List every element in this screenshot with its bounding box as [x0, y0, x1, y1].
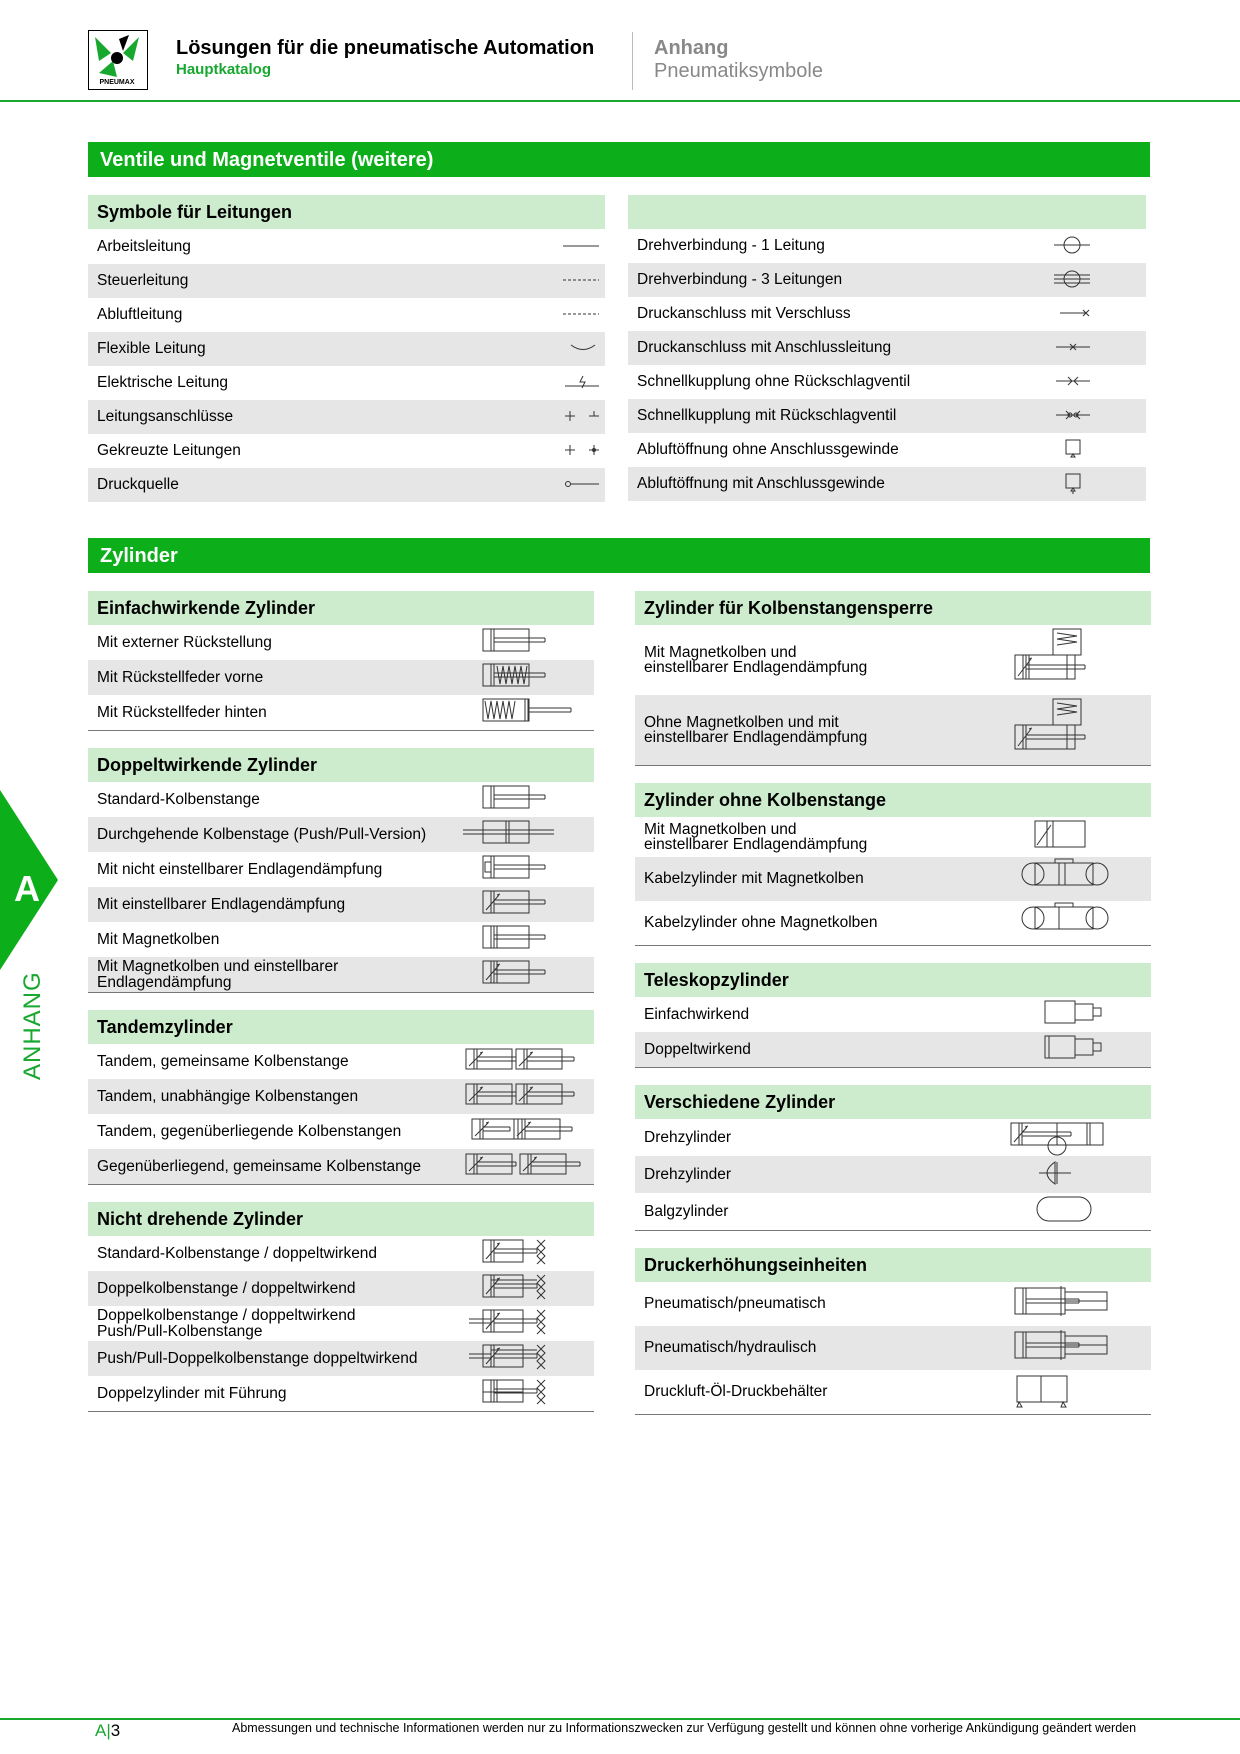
symbol-label: Mit Rückstellfeder vorne	[97, 668, 264, 686]
cylinder-symbol-icon	[458, 1079, 588, 1114]
table-row	[88, 625, 594, 660]
cylinder-symbol-icon	[1005, 625, 1125, 695]
category-ohne	[635, 783, 1151, 946]
page-separator: |	[106, 1721, 111, 1740]
cylinder-symbol-icon	[458, 1149, 588, 1184]
category-einfach	[88, 591, 594, 731]
category-title: Tandemzylinder	[88, 1010, 594, 1044]
pneumatic-symbol-icon	[543, 434, 619, 468]
pneumatic-symbol-icon	[1046, 467, 1106, 501]
pneumatic-symbol-icon	[1046, 229, 1106, 263]
table-row	[88, 782, 594, 817]
symbol-label: Pneumatisch/pneumatisch	[644, 1295, 826, 1313]
cylinder-symbol-icon	[458, 1236, 588, 1271]
table-row	[88, 1044, 594, 1079]
cylinder-symbol-icon	[1005, 997, 1125, 1032]
symbol-label: Arbeitsleitung	[97, 238, 191, 256]
category-title: Einfachwirkende Zylinder	[88, 591, 594, 625]
table-row	[88, 1079, 594, 1114]
category-tandem	[88, 1010, 594, 1185]
table-row	[628, 399, 1146, 433]
category-nicht	[88, 1202, 594, 1412]
table-row	[635, 1326, 1151, 1370]
table-row	[88, 400, 605, 434]
category-title: Teleskopzylinder	[635, 963, 1151, 997]
symbol-label: Druckanschluss mit Verschluss	[637, 305, 851, 323]
category-lines-right	[628, 195, 1146, 229]
table-row	[635, 1032, 1151, 1067]
symbol-label: Doppelkolbenstange / doppeltwirkend Push/Pull-Kolbenstange	[97, 1307, 356, 1340]
symbol-label: Mit nicht einstellbarer Endlagendämpfung	[97, 860, 383, 878]
symbol-label: Gegenüberliegend, gemeinsame Kolbenstange	[97, 1157, 422, 1175]
symbol-label: Druckanschluss mit Anschlussleitung	[637, 339, 892, 357]
pneumatic-symbol-icon	[543, 230, 619, 264]
symbol-label: Druckquelle	[97, 476, 179, 494]
cylinder-symbol-icon	[458, 887, 588, 922]
table-row	[635, 1119, 1151, 1156]
cylinder-symbol-icon	[458, 1114, 588, 1149]
pneumax-logo	[88, 30, 148, 90]
category-title: Nicht drehende Zylinder	[88, 1202, 594, 1236]
pneumatic-symbol-icon	[543, 298, 619, 332]
cylinder-symbol-icon	[458, 695, 588, 730]
category-divider	[88, 1184, 594, 1185]
lines-right-list	[628, 229, 1146, 501]
table-row	[635, 857, 1151, 901]
symbol-label: Doppelzylinder mit Führung	[97, 1384, 287, 1402]
catalog-title: Lösungen für die pneumatische Automation	[176, 37, 595, 59]
table-row	[88, 1271, 594, 1306]
pneumatic-symbol-icon	[543, 400, 619, 434]
symbol-label: Standard-Kolbenstange / doppeltwirkend	[97, 1244, 378, 1262]
table-row	[88, 434, 605, 468]
cylinder-symbol-icon	[458, 660, 588, 695]
symbol-label: Mit Magnetkolben und einstellbarer Endlagendämpfung	[644, 643, 868, 676]
category-divider	[88, 1411, 594, 1412]
cylinder-symbol-icon	[458, 1271, 588, 1306]
table-row	[88, 366, 605, 400]
symbol-label: Mit einstellbarer Endlagendämpfung	[97, 895, 346, 913]
table-row	[628, 263, 1146, 297]
symbol-label: Elektrische Leitung	[97, 374, 228, 392]
cylinder-symbol-icon	[1005, 1282, 1125, 1326]
table-row	[628, 297, 1146, 331]
table-row	[628, 433, 1146, 467]
symbol-label: Steuerleitung	[97, 272, 189, 290]
table-row	[88, 887, 594, 922]
symbol-label: Mit Magnetkolben und einstellbarer Endlagendämpfung	[97, 958, 339, 991]
symbol-label: Abluftöffnung ohne Anschlussgewinde	[637, 441, 899, 459]
category-title: Verschiedene Zylinder	[635, 1085, 1151, 1119]
table-row	[88, 1306, 594, 1341]
table-row	[88, 264, 605, 298]
category-divider	[635, 945, 1151, 946]
cylinder-symbol-icon	[458, 922, 588, 957]
pneumatic-symbol-icon	[543, 366, 619, 400]
logo-text: PNEUMAX	[99, 79, 135, 86]
category-doppel	[88, 748, 594, 993]
symbol-label: Flexible Leitung	[97, 340, 206, 358]
cylinder-symbol-icon	[458, 852, 588, 887]
category-druck	[635, 1248, 1151, 1415]
page-number	[95, 1721, 120, 1741]
table-row	[635, 1370, 1151, 1414]
cylinder-symbol-icon	[458, 1341, 588, 1376]
symbol-label: Durchgehende Kolbenstage (Push/Pull-Version)	[97, 825, 427, 843]
category-divider	[635, 1230, 1151, 1231]
cylinder-symbol-icon	[458, 1306, 588, 1341]
pneumatic-symbol-icon	[543, 332, 619, 366]
table-row	[88, 817, 594, 852]
cylinder-symbol-icon	[458, 957, 588, 992]
section-bar-valves: Ventile und Magnetventile (weitere)	[88, 142, 1150, 177]
cylinder-symbol-icon	[1005, 1119, 1125, 1156]
table-row	[88, 230, 605, 264]
cylinder-symbol-icon	[1005, 1370, 1125, 1414]
table-row	[88, 922, 594, 957]
table-row	[88, 298, 605, 332]
symbol-label: Drehzylinder	[644, 1165, 732, 1183]
symbol-label: Abluftöffnung mit Anschlussgewinde	[637, 475, 885, 493]
symbol-label: Tandem, gemeinsame Kolbenstange	[97, 1052, 349, 1070]
pneumatic-symbol-icon	[1046, 297, 1106, 331]
cylinder-symbol-icon	[458, 625, 588, 660]
side-tab-word: ANHANG	[19, 971, 46, 1080]
cylinder-symbol-icon	[1005, 1032, 1125, 1067]
symbol-label: Abluftleitung	[97, 306, 183, 324]
category-divider	[88, 730, 594, 731]
cylinder-symbol-icon	[458, 1376, 588, 1411]
cylinder-symbol-icon	[458, 1044, 588, 1079]
table-row	[88, 332, 605, 366]
symbol-label: Doppelkolbenstange / doppeltwirkend	[97, 1279, 356, 1297]
category-title: Zylinder für Kolbenstangensperre	[635, 591, 1151, 625]
symbol-label: Mit Magnetkolben	[97, 930, 220, 948]
header-rule	[0, 100, 1240, 102]
category-lines: Symbole für Leitungen	[88, 195, 605, 229]
pneumatic-symbol-icon	[543, 468, 619, 502]
symbol-label: Drehzylinder	[644, 1128, 732, 1146]
symbol-label: Push/Pull-Doppelkolbenstange doppeltwirkend	[97, 1349, 418, 1367]
table-row	[628, 331, 1146, 365]
symbol-label: Mit Rückstellfeder hinten	[97, 703, 267, 721]
footer-disclaimer: Abmessungen und technische Informationen werden nur zu Informationszwecken zur Verfügung gestellt und können ohne vorherige Ankündigung geändert werden	[232, 1721, 1137, 1735]
footer-rule	[0, 1718, 1240, 1720]
cylinder-symbol-icon	[1005, 695, 1125, 765]
section-bar-cylinders: Zylinder	[88, 538, 1150, 573]
table-row	[635, 1156, 1151, 1193]
subsection-name: Pneumatiksymbole	[654, 60, 823, 82]
pneumatic-symbol-icon	[543, 264, 619, 298]
category-title: Doppeltwirkende Zylinder	[88, 748, 594, 782]
symbol-label: Druckluft-Öl-Druckbehälter	[644, 1383, 828, 1401]
category-divider	[88, 992, 594, 993]
symbol-label: Ohne Magnetkolben und mit einstellbarer Endlagendämpfung	[644, 713, 868, 746]
symbol-label: Pneumatisch/hydraulisch	[644, 1339, 817, 1357]
table-row	[635, 901, 1151, 945]
symbol-label: Drehverbindung - 1 Leitung	[637, 237, 825, 255]
symbol-label: Kabelzylinder ohne Magnetkolben	[644, 914, 878, 932]
cylinder-symbol-icon	[458, 817, 588, 852]
table-row	[635, 997, 1151, 1032]
symbol-label: Standard-Kolbenstange	[97, 790, 260, 808]
pneumatic-symbol-icon	[1046, 399, 1106, 433]
symbol-label: Tandem, gegenüberliegende Kolbenstangen	[97, 1122, 402, 1140]
pneumatic-symbol-icon	[1046, 433, 1106, 467]
category-title: Druckerhöhungseinheiten	[635, 1248, 1151, 1282]
symbol-label: Schnellkupplung mit Rückschlagventil	[637, 407, 897, 425]
category-divider	[635, 1067, 1151, 1068]
cylinder-symbol-icon	[1005, 817, 1125, 857]
cylinder-symbol-icon	[1005, 901, 1125, 945]
lines-left-list	[88, 230, 605, 502]
pneumatic-symbol-icon	[1046, 365, 1106, 399]
table-row	[88, 1236, 594, 1271]
header-divider	[632, 32, 633, 90]
table-row	[628, 365, 1146, 399]
cylinder-symbol-icon	[1005, 857, 1125, 901]
symbol-label: Schnellkupplung ohne Rückschlagventil	[637, 373, 911, 391]
symbol-label: Mit Magnetkolben und einstellbarer Endlagendämpfung	[644, 820, 868, 853]
pneumatic-symbol-icon	[1046, 331, 1106, 365]
symbol-label: Balgzylinder	[644, 1202, 729, 1220]
table-row	[88, 852, 594, 887]
symbol-label: Kabelzylinder mit Magnetkolben	[644, 870, 864, 888]
table-row	[88, 695, 594, 730]
cylinders-left-column	[88, 591, 594, 1412]
table-row	[628, 229, 1146, 263]
symbol-label: Gekreuzte Leitungen	[97, 442, 241, 460]
table-row	[635, 817, 1151, 857]
category-title: Zylinder ohne Kolbenstange	[635, 783, 1151, 817]
page-num: 3	[110, 1721, 121, 1740]
table-row	[88, 957, 594, 992]
table-row	[628, 467, 1146, 501]
table-row	[88, 1149, 594, 1184]
table-row	[88, 468, 605, 502]
table-row	[635, 695, 1151, 765]
table-row	[635, 625, 1151, 695]
symbol-label: Doppeltwirkend	[644, 1040, 751, 1058]
category-tele	[635, 963, 1151, 1068]
page-letter: A	[95, 1721, 107, 1740]
section-name: Anhang	[654, 37, 729, 59]
symbol-label: Einfachwirkend	[644, 1005, 750, 1023]
table-row	[88, 660, 594, 695]
table-row	[88, 1376, 594, 1411]
table-row	[635, 1282, 1151, 1326]
cylinder-symbol-icon	[458, 782, 588, 817]
table-row	[88, 1114, 594, 1149]
category-sperre	[635, 591, 1151, 766]
symbol-label: Leitungsanschlüsse	[97, 408, 234, 426]
table-row	[88, 1341, 594, 1376]
symbol-label: Mit externer Rückstellung	[97, 633, 272, 651]
cylinder-symbol-icon	[1005, 1193, 1125, 1230]
symbol-label: Drehverbindung - 3 Leitungen	[637, 271, 843, 289]
category-divider	[635, 765, 1151, 766]
cylinders-right-column	[635, 591, 1151, 1415]
catalog-subtitle: Hauptkatalog	[176, 61, 272, 78]
category-versch	[635, 1085, 1151, 1231]
cylinder-symbol-icon	[1005, 1156, 1125, 1193]
table-row	[635, 1193, 1151, 1230]
side-tab-letter: A	[14, 868, 40, 909]
cylinder-symbol-icon	[1005, 1326, 1125, 1370]
category-divider	[635, 1414, 1151, 1415]
pneumatic-symbol-icon	[1046, 263, 1106, 297]
symbol-label: Tandem, unabhängige Kolbenstangen	[97, 1087, 359, 1105]
